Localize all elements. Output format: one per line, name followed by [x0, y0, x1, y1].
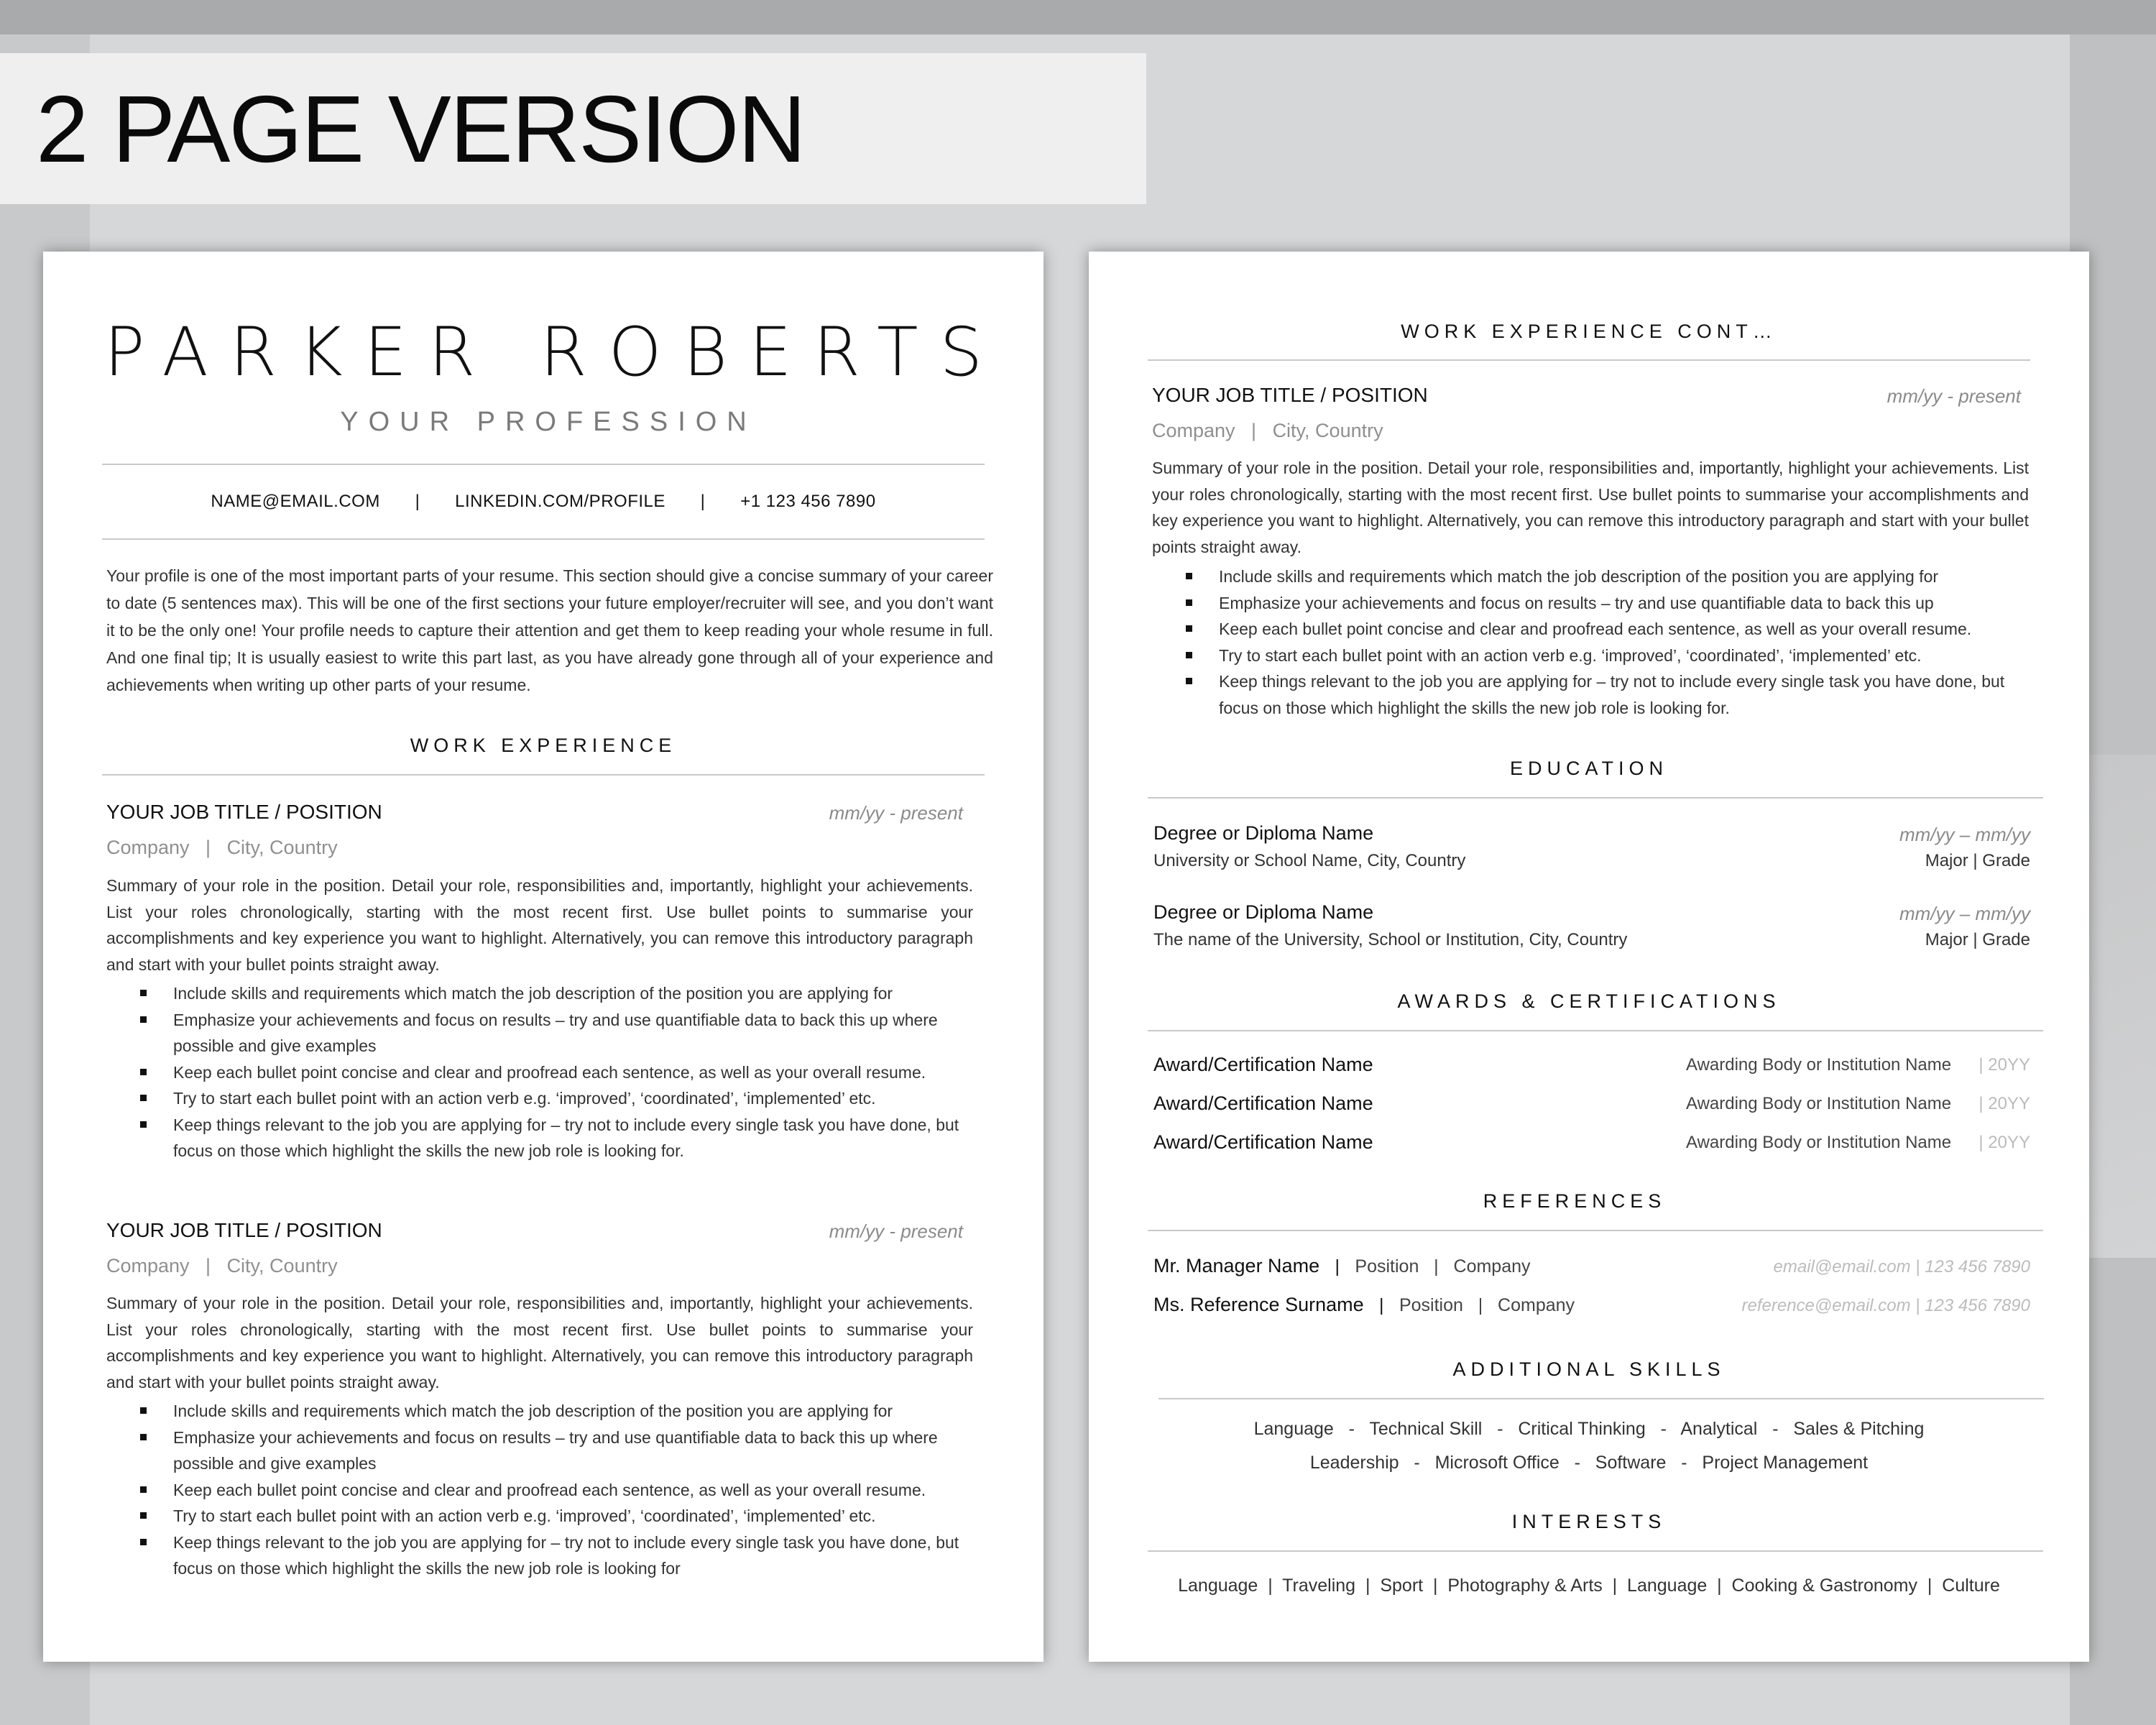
- job-location: City, Country: [1272, 420, 1383, 441]
- list-item: Keep each bullet point concise and clear and proofread each sentence, as well as your overall resume.: [1186, 616, 2034, 643]
- reference-info: Position | Company: [1399, 1295, 1575, 1315]
- reference-name: Ms. Reference Surname: [1153, 1294, 1364, 1315]
- section-divider: [1148, 1230, 2043, 1231]
- contact-separator: |: [415, 492, 420, 511]
- candidate-name: PARKER ROBERTS: [103, 313, 1005, 392]
- reference-contact: reference@email.com | 123 456 7890: [1741, 1296, 2030, 1315]
- award-body: Awarding Body or Institution Name: [1686, 1055, 1952, 1075]
- section-divider: [1158, 1398, 2044, 1399]
- education-date: mm/yy – mm/yy: [1899, 903, 2030, 924]
- background-top-strip: [0, 0, 2156, 34]
- education-degree: Degree or Diploma Name: [1153, 822, 1374, 844]
- job-date: mm/yy - present: [1886, 385, 2021, 407]
- section-divider: [1148, 1550, 2043, 1552]
- award-year: | 20YY: [1978, 1133, 2030, 1152]
- job-title: YOUR JOB TITLE / POSITION: [106, 801, 382, 823]
- job-company-line: Company | City, Country: [106, 1255, 338, 1276]
- list-item: Emphasize your achievements and focus on results – try and use quantifiable data to back this up: [1186, 590, 2034, 617]
- section-divider: [1148, 359, 2030, 361]
- contact-separator: |: [700, 492, 706, 511]
- job-company: Company: [106, 1255, 190, 1276]
- reference-contact: email@email.com | 123 456 7890: [1773, 1257, 2030, 1276]
- skills-line-2: Leadership - Microsoft Office - Software - Project Management: [1309, 1453, 1869, 1473]
- job-company-line: Company | City, Country: [106, 837, 338, 858]
- job-summary: Summary of your role in the position. Detail your role, responsibilities and, importantly, highlight your achievements. List your roles chronologically, starting with the most recent first. Use bullet points to summarise your accomplishments and key experience you want to highlight. Alternatively, you can remove this introductory paragraph and start with your bullet points straight away.: [106, 1294, 973, 1392]
- job-bullet-list: [140, 980, 974, 1164]
- job-location: City, Country: [226, 837, 338, 858]
- education-detail: Major | Grade: [1925, 851, 2030, 870]
- list-item: Emphasize your achievements and focus on results – try and use quantifiable data to back this up where possible and give examples: [140, 1425, 974, 1477]
- contact-line: [43, 492, 1044, 512]
- job-summary: Summary of your role in the position. Detail your role, responsibilities and, importantly, highlight your achievements. List your roles chronologically, starting with the most recent first. Use bullet points to summarise your accomplishments and key experience you want to highlight. Alternatively, you can remove this introductory paragraph and start with your bullet points straight away.: [106, 876, 973, 974]
- reference-entry: Ms. Reference Surname | Position | Company: [1153, 1294, 1575, 1315]
- section-divider: [1148, 797, 2043, 799]
- list-item: Include skills and requirements which match the job description of the position you are applying for: [140, 1398, 974, 1425]
- interests-line: Language | Traveling | Sport | Photography & Arts | Language | Cooking & Gastronomy | Culture: [1178, 1576, 2000, 1596]
- resume-page-2: [1089, 252, 2089, 1662]
- list-item: Keep each bullet point concise and clear and proofread each sentence, as well as your overall resume.: [140, 1059, 974, 1086]
- education-school: The name of the University, School or Institution, City, Country: [1153, 930, 1628, 949]
- list-item: Emphasize your achievements and focus on results – try and use quantifiable data to back this up where possible and give examples: [140, 1007, 974, 1059]
- education-detail: Major | Grade: [1925, 930, 2030, 949]
- header-divider-top: [102, 464, 985, 465]
- award-year: | 20YY: [1978, 1055, 2030, 1075]
- job-company: Company: [106, 837, 190, 858]
- award-body: Awarding Body or Institution Name: [1686, 1133, 1952, 1152]
- section-title-interests: INTERESTS: [1511, 1511, 1667, 1532]
- section-divider: [102, 774, 985, 776]
- award-name: Award/Certification Name: [1153, 1131, 1373, 1153]
- award-body: Awarding Body or Institution Name: [1686, 1094, 1952, 1113]
- contact-phone: +1 123 456 7890: [740, 492, 876, 511]
- contact-email: NAME@EMAIL.COM: [211, 492, 380, 511]
- list-item: Keep things relevant to the job you are applying for – try not to include every single task you have done, but focus on those which highlight the skills the new job role is looking for.: [140, 1112, 974, 1164]
- job-company-line: Company | City, Country: [1152, 420, 1383, 441]
- list-item: Keep things relevant to the job you are applying for – try not to include every single task you have done, but focus on those which highlight the skills the new job role is looking for: [140, 1530, 974, 1582]
- resume-page-1: [43, 252, 1044, 1662]
- list-item: Include skills and requirements which match the job description of the position you are applying for: [140, 980, 974, 1007]
- list-item: Keep each bullet point concise and clear and proofread each sentence, as well as your overall resume.: [140, 1477, 974, 1504]
- section-title-education: EDUCATION: [1509, 758, 1668, 779]
- job-company: Company: [1152, 420, 1235, 441]
- list-item: Keep things relevant to the job you are applying for – try not to include every single task you have done, but focus on those which highlight the skills the new job role is looking for.: [1186, 668, 2034, 721]
- education-date: mm/yy – mm/yy: [1899, 824, 2030, 845]
- banner-title: 2 PAGE VERSION: [36, 76, 805, 182]
- profile-summary: Your profile is one of the most important parts of your resume. This section should give a concise summary of your career to date (5 sentences max). This will be one of the first sections your future employer/recruiter will see, and you don’t want it to be the only one! Your profile needs to capture their attention and get them to keep reading your whole resume in full. And one final tip; It is usually easiest to write this part last, as you have already gone through all of your experience and achievements when writing up other parts of your resume.: [106, 566, 993, 694]
- section-title-additional-skills: ADDITIONAL SKILLS: [1452, 1358, 1726, 1380]
- candidate-profession: YOUR PROFESSION: [340, 407, 757, 437]
- section-title-awards: AWARDS & CERTIFICATIONS: [1397, 990, 1781, 1012]
- reference-entry: Mr. Manager Name | Position | Company: [1153, 1255, 1531, 1276]
- section-title-work-experience-cont: WORK EXPERIENCE CONT…: [1401, 321, 1777, 342]
- list-item: Try to start each bullet point with an action verb e.g. ‘improved’, ‘coordinated’, ‘implemented’ etc.: [140, 1503, 974, 1530]
- reference-info: Position | Company: [1355, 1256, 1531, 1276]
- skills-line-1: Language - Technical Skill - Critical Thinking - Analytical - Sales & Pitching: [1253, 1419, 1925, 1439]
- award-year: | 20YY: [1978, 1094, 2030, 1113]
- award-name: Award/Certification Name: [1153, 1054, 1373, 1075]
- contact-linkedin: LINKEDIN.COM/PROFILE: [455, 492, 665, 511]
- list-item: Include skills and requirements which match the job description of the position you are applying for: [1186, 564, 2034, 590]
- job-date: mm/yy - present: [829, 802, 963, 824]
- section-divider: [1148, 1030, 2043, 1031]
- header-divider-bottom: [102, 538, 985, 540]
- education-degree: Degree or Diploma Name: [1153, 901, 1374, 923]
- section-title-references: REFERENCES: [1483, 1190, 1667, 1212]
- job-bullet-list: [140, 1398, 974, 1582]
- reference-name: Mr. Manager Name: [1153, 1255, 1320, 1276]
- job-date: mm/yy - present: [829, 1220, 963, 1242]
- section-title-work-experience: WORK EXPERIENCE: [410, 735, 677, 756]
- job-title: YOUR JOB TITLE / POSITION: [106, 1219, 382, 1241]
- award-name: Award/Certification Name: [1153, 1092, 1373, 1114]
- list-item: Try to start each bullet point with an action verb e.g. ‘improved’, ‘coordinated’, ‘implemented’ etc.: [140, 1085, 974, 1112]
- list-item: Try to start each bullet point with an action verb e.g. ‘improved’, ‘coordinated’, ‘implemented’ etc.: [1186, 643, 2034, 669]
- job-bullet-list: [1186, 564, 2034, 721]
- job-location: City, Country: [226, 1255, 338, 1276]
- job-title: YOUR JOB TITLE / POSITION: [1152, 384, 1428, 406]
- job-summary: Summary of your role in the position. Detail your role, responsibilities and, importantly, highlight your achievements. List your roles chronologically, starting with the most recent first. Use bullet points to summarise your accomplishments and key experience you want to highlight. Alternatively, you can remove this introductory paragraph and start with your bullet points straight away.: [1152, 459, 2029, 556]
- education-school: University or School Name, City, Country: [1153, 851, 1466, 870]
